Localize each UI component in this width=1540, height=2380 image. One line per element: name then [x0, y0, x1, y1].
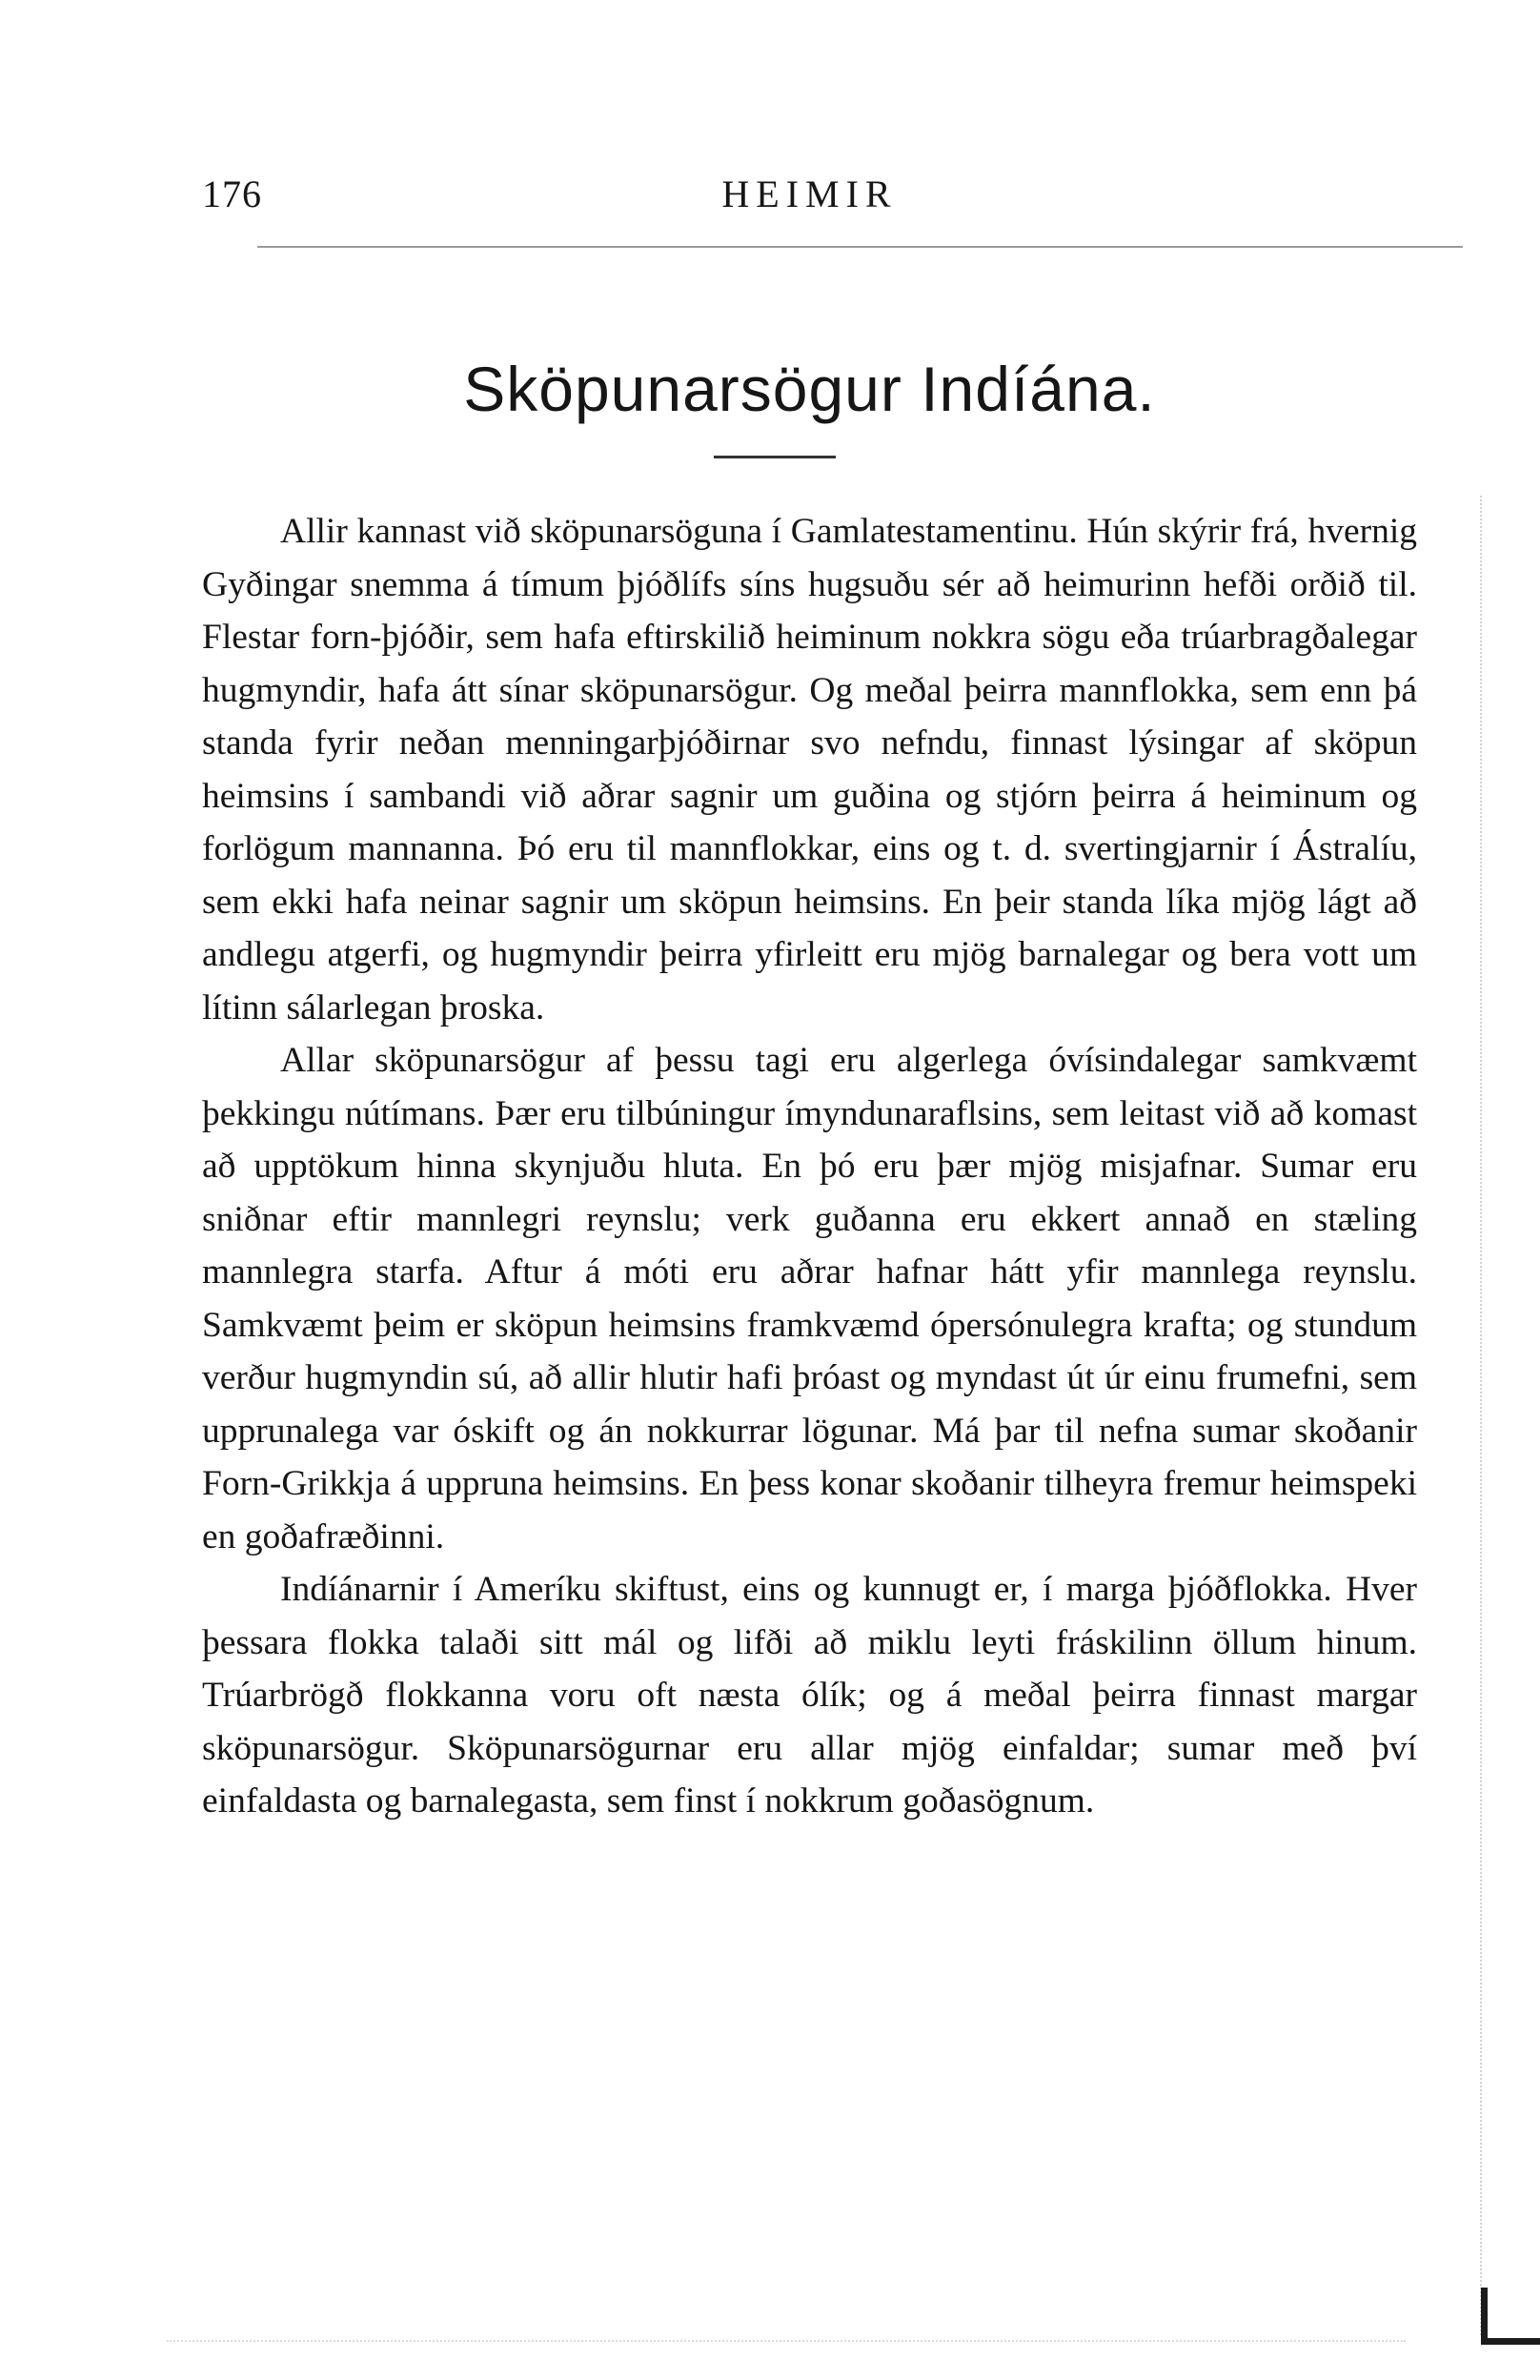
paragraph-1: Allir kannast við sköpunarsöguna í Gamlatestamentinu. Hún skýrir frá, hvernig Gyðingar snemma á tímum þjóðlífs síns hugsuðu sér að heimurinn hefði orðið til. Flestar forn-þjóðir, sem hafa eftirskilið heiminum nokkra sögu eða trúarbragðalegar hugmyndir, hafa átt sínar sköpunarsögur. Og meðal þeirra mannflokka, sem enn þá standa fyrir neðan menningarþjóðirnar svo nefndu, finnast lýsingar af sköpun heimsins í sambandi við aðrar sagnir um guðina og stjórn þeirra á heiminum og forlögum mannanna. Þó eru til mannflokkar, eins og t. d. svertingjarnir í Ástralíu, sem ekki hafa neinar sagnir um sköpun heimsins. En þeir standa líka mjög lágt að andlegu atgerfi, og hugmyndir þeirra yfirleitt eru mjög barnalegar og bera vott um lítinn sálarlegan þroska. [202, 512, 1417, 1027]
paragraph-3: Indíánarnir í Ameríku skiftust, eins og kunnugt er, í marga þjóðflokka. Hver þessara flokka talaði sitt mál og lifði að miklu leyti fráskilinn öllum hinum. Trúarbrögð flokkanna voru oft næsta ólík; og á meðal þeirra finnast margar sköpunarsögur. Sköpunarsögurnar eru allar mjög einfaldar; sumar með því einfaldasta og barnalegasta, sem finst í nokkrum goðasögnum. [202, 1570, 1417, 1821]
page-number: 176 [202, 173, 262, 215]
corner-crop-mark [1481, 2288, 1540, 2345]
title-rule [714, 456, 836, 458]
running-head [202, 172, 1417, 229]
corner-mark-horizontal [1481, 2338, 1540, 2345]
article-body [202, 505, 1417, 1828]
corner-mark-vertical [1481, 2288, 1488, 2345]
scan-edge-line [1480, 496, 1482, 2335]
header-rule [257, 246, 1463, 248]
paragraph-2: Allar sköpunarsögur af þessu tagi eru algerlega óvísindalegar samkvæmt þekkingu nútímans. Þær eru tilbúningur ímyndunaraflsins, sem leitast við að komast að upptökum hinna skynjuðu hluta. En þó eru þær mjög misjafnar. Sumar eru sniðnar eftir mannlegri reynslu; verk guðanna eru ekkert annað en stæling mannlegra starfa. Aftur á móti eru aðrar hafnar hátt yfir mannlega reynslu. Samkvæmt þeim er sköpun heimsins framkvæmd ópersónulegra krafta; og stundum verður hugmyndin sú, að allir hlutir hafi þróast og myndast út úr einu frumefni, sem upprunalega var óskift og án nokkurrar lögunar. Má þar til nefna sumar skoðanir Forn-Grikkja á uppruna heimsins. En þess konar skoðanir tilheyra fremur heimspeki en goðafræðinni. [202, 1041, 1417, 1556]
scan-bottom-specks [167, 2340, 1406, 2342]
article-title: Sköpunarsögur Indíána. [463, 354, 1156, 424]
journal-title: HEIMIR [721, 173, 898, 215]
